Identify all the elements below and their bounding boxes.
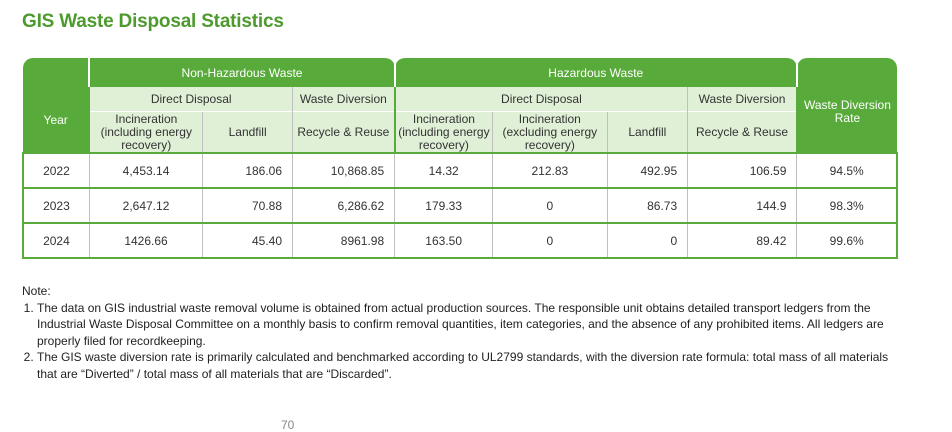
cell-h-incineration-incl: 14.32 (395, 153, 493, 188)
header-waste-diversion-rate: Waste Diversion Rate (797, 87, 897, 153)
table-row-2022 (23, 153, 897, 188)
page-title: GIS Waste Disposal Statistics (22, 11, 284, 32)
header-h-recycle-reuse: Recycle & Reuse (688, 112, 797, 154)
note-item: 2. The GIS waste diversion rate is primarily calculated and benchmarked according to UL2799 standards, with the diversion rate formula: total mass of all materials that are “Diverted” / total mass of all materials that are “Discarded”. (37, 349, 902, 382)
header-rate-top (797, 58, 897, 87)
header-h-waste-diversion: Waste Diversion (688, 87, 797, 112)
cell-rate: 99.6% (797, 223, 897, 258)
notes-list (22, 300, 902, 383)
cell-nh-landfill: 45.40 (203, 223, 293, 258)
cell-year: 2023 (23, 188, 89, 223)
cell-h-landfill: 492.95 (607, 153, 688, 188)
header-h-direct-disposal: Direct Disposal (395, 87, 688, 112)
cell-nh-landfill: 70.88 (203, 188, 293, 223)
cell-h-incineration-excl: 212.83 (493, 153, 607, 188)
cell-nh-incineration: 2,647.12 (89, 188, 202, 223)
header-nh-landfill: Landfill (203, 112, 293, 154)
cell-year: 2022 (23, 153, 89, 188)
waste-statistics-table (22, 58, 898, 259)
cell-nh-recycle: 6,286.62 (293, 188, 395, 223)
header-h-incineration-including: Incineration (including energy recovery) (395, 112, 493, 154)
cell-h-incineration-incl: 163.50 (395, 223, 493, 258)
table-row-2023 (23, 188, 897, 223)
header-h-landfill: Landfill (607, 112, 688, 154)
header-nh-direct-disposal: Direct Disposal (89, 87, 292, 112)
waste-statistics-table-container (22, 58, 898, 259)
cell-h-landfill: 86.73 (607, 188, 688, 223)
header-hazardous-waste: Hazardous Waste (395, 58, 797, 87)
header-non-hazardous-waste: Non-Hazardous Waste (89, 58, 394, 87)
header-year: Year (23, 87, 89, 153)
cell-h-incineration-excl: 0 (493, 188, 607, 223)
header-year-top (23, 58, 89, 87)
cell-nh-recycle: 8961.98 (293, 223, 395, 258)
cell-nh-recycle: 10,868.85 (293, 153, 395, 188)
table-row-2024 (23, 223, 897, 258)
note-item: 1. The data on GIS industrial waste removal volume is obtained from actual production sources. The responsible unit obtains detailed transport ledgers from the Industrial Waste Disposal Committee on a monthly basis to confirm removal quantities, item categories, and the absence of any prohibited items. All ledgers are properly filed for recordkeeping. (37, 300, 902, 350)
cell-h-recycle: 144.9 (688, 188, 797, 223)
header-h-incineration-excluding: Incineration (excluding energy recovery) (493, 112, 607, 154)
page-number: 70 (281, 418, 295, 432)
notes-section (22, 283, 902, 382)
header-nh-incineration: Incineration (including energy recovery) (89, 112, 202, 154)
cell-year: 2024 (23, 223, 89, 258)
notes-label: Note: (22, 284, 51, 298)
cell-h-landfill: 0 (607, 223, 688, 258)
cell-rate: 94.5% (797, 153, 897, 188)
cell-nh-incineration: 4,453.14 (89, 153, 202, 188)
cell-nh-incineration: 1426.66 (89, 223, 202, 258)
cell-rate: 98.3% (797, 188, 897, 223)
cell-nh-landfill: 186.06 (203, 153, 293, 188)
cell-h-recycle: 106.59 (688, 153, 797, 188)
header-nh-recycle-reuse: Recycle & Reuse (293, 112, 395, 154)
cell-h-recycle: 89.42 (688, 223, 797, 258)
cell-h-incineration-incl: 179.33 (395, 188, 493, 223)
cell-h-incineration-excl: 0 (493, 223, 607, 258)
header-nh-waste-diversion: Waste Diversion (293, 87, 395, 112)
